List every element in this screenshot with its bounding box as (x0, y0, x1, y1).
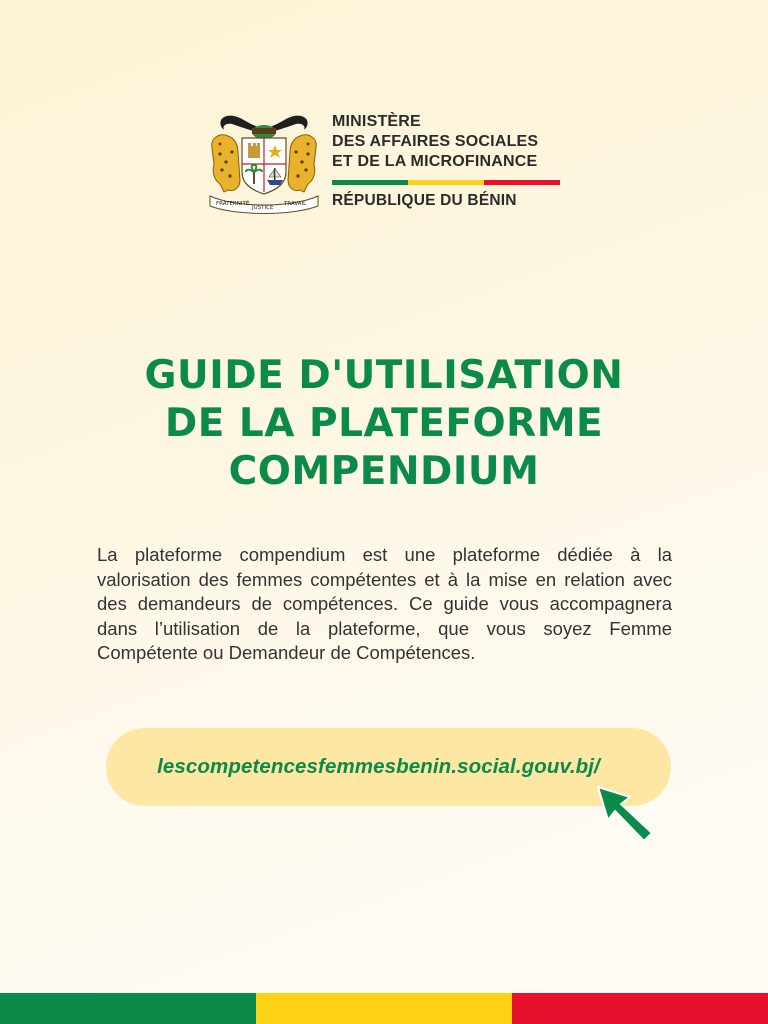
title-line-3: COMPENDIUM (228, 449, 540, 494)
title-line-2: DE LA PLATEFORME (164, 401, 604, 446)
flag-red-stripe (484, 180, 560, 185)
footer-green-stripe (0, 993, 256, 1024)
flag-green-stripe (332, 180, 408, 185)
platform-url-pill[interactable] (106, 728, 671, 806)
footer-yellow-stripe (256, 993, 512, 1024)
motto-justice: JUSTICE (252, 205, 274, 211)
platform-url-link[interactable]: lescompetencesfemmesbenin.social.gouv.bj/ (157, 755, 600, 778)
cursor-arrow-icon (594, 783, 658, 847)
republic-label: RÉPUBLIQUE DU BÉNIN (332, 192, 517, 209)
motto-fraternite: FRATERNITÉ (216, 201, 250, 207)
ministry-header (206, 110, 566, 214)
footer-flag-band (0, 993, 768, 1024)
ministry-line-1: MINISTÈRE (332, 113, 421, 130)
benin-coat-of-arms-icon (206, 110, 322, 214)
flag-yellow-stripe (408, 180, 484, 185)
footer-red-stripe (512, 993, 768, 1024)
motto-travail: TRAVAIL (284, 201, 307, 207)
page-title (60, 352, 708, 496)
ministry-name-block (332, 112, 564, 211)
intro-paragraph: La plateforme compendium est une plateforme dédiée à la valorisation des femmes compétentes et à la mise en relation avec des demandeurs de compétences. Ce guide vous accompagnera dans l’utilisation de la plateforme, que vous soyez Femme Compétente ou Demandeur de Compétences. (97, 544, 672, 663)
ministry-line-2: DES AFFAIRES SOCIALES (332, 133, 539, 150)
title-line-1: GUIDE D'UTILISATION (144, 353, 624, 398)
ministry-line-3: ET DE LA MICROFINANCE (332, 153, 538, 170)
header-flag-bar (332, 180, 560, 185)
